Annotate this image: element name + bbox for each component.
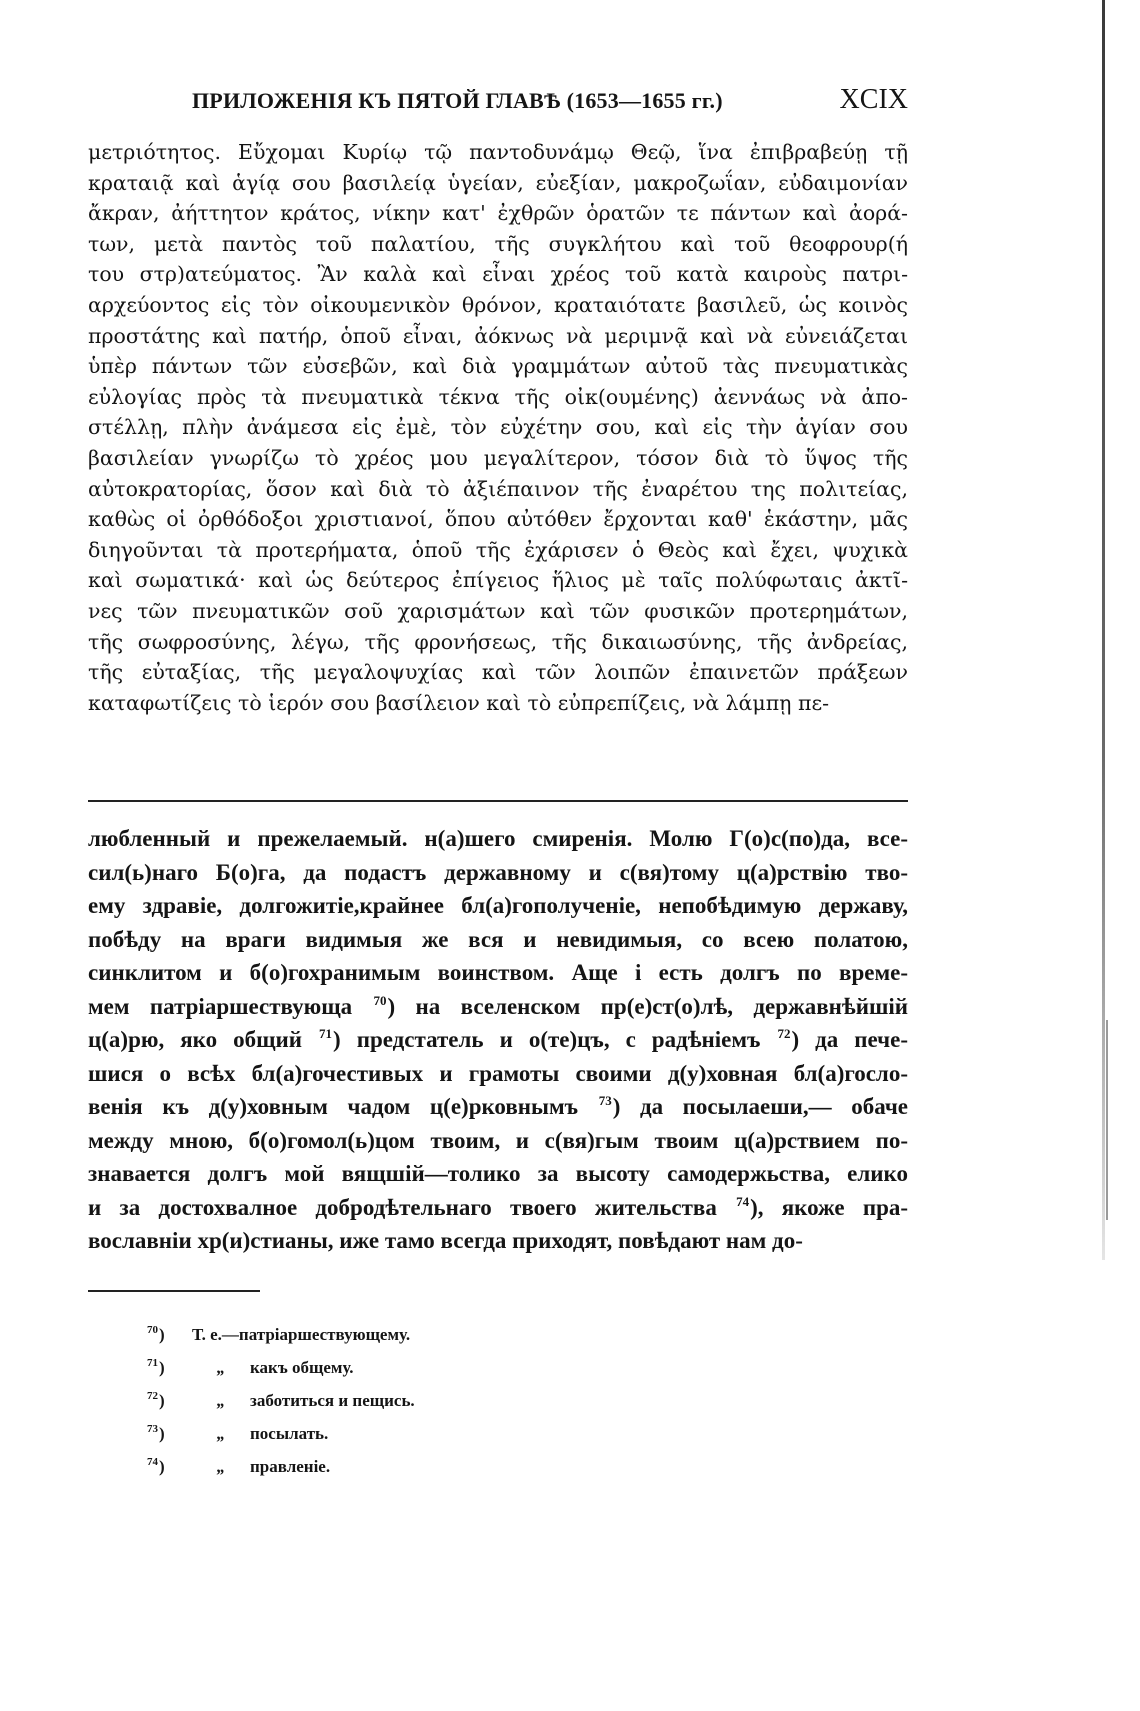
- footnote-text: Т. е.—патріаршествующему.: [192, 1325, 411, 1344]
- slavonic-line: [88, 1124, 908, 1158]
- slavonic-line: [88, 990, 908, 1024]
- greek-line: καὶ σωματικά· καὶ ὡς δεύτερος ἐπίγειος ἥλιος μὲ ταῖς πολύφωταις ἀκτῖ-: [88, 568, 908, 593]
- greek-line: στέλλῃ, πλὴν ἀνάμεσα εἰς ἐμὲ, τὸν εὐχέτην σου, καὶ εἰς τὴν ἁγίαν σου: [88, 415, 908, 440]
- footnotes: [146, 1318, 666, 1483]
- footnote-ref: 72: [777, 1026, 791, 1041]
- slavonic-line-text: любленный и прежелаемый. н(а)шего смиренія. Молю Г(о)с(по)да, все-: [88, 826, 908, 851]
- slavonic-line-text: мем патріаршествующа: [88, 993, 353, 1019]
- greek-line: καταφωτίζεις τὸ ἱερόν σου βασίλειον καὶ τὸ εὐπρεπίζεις, νὰ λάμπῃ πε-: [88, 690, 830, 715]
- footnote-ref: 70: [373, 992, 387, 1008]
- greek-line: νες τῶν πνευματικῶν σοῦ χαρισμάτων καὶ τῶν φυσικῶν προτερημάτων,: [88, 598, 908, 623]
- page-number: XCIX: [839, 84, 908, 115]
- footnote: [146, 1384, 666, 1417]
- page-header: [88, 82, 908, 124]
- ditto-mark: „: [216, 1358, 226, 1377]
- footnote-number: $^{74}$): [147, 1456, 165, 1476]
- slavonic-line-text: ц(а)рю, яко общий: [88, 1027, 303, 1052]
- greek-line: καθὼς οἱ ὀρθόδοξοι χριστιανοί, ὅπου αὐτόθεν ἔρχονται καθ' ἑκάστην, μᾶς: [88, 507, 908, 532]
- greek-line: τῆς σωφροσύνης, λέγω, τῆς φρονήσεως, τῆς δικαιωσύνης, τῆς ἀνδρείας,: [88, 629, 908, 654]
- greek-line: τῆς εὐταξίας, τῆς μεγαλοψυχίας καὶ τῶν λοιπῶν ἐπαινετῶν πράξεων: [88, 660, 908, 685]
- greek-line: εὐλογίας πρὸς τὰ πνευματικὰ τέκνα τῆς οἰκ(ουμένης) ἀεννάως νὰ ἀπο-: [88, 384, 908, 409]
- greek-text-block: [88, 137, 908, 718]
- slavonic-line: [88, 1057, 908, 1091]
- slavonic-line-text: ), якоже пра-: [750, 1194, 909, 1220]
- slavonic-line: [88, 822, 908, 856]
- greek-line: αὐτοκρατορίας, ὅσον καὶ διὰ τὸ ἀξιέπαινον τῆς ἐναρέτου της πολιτείας,: [88, 476, 908, 501]
- footnote: [146, 1318, 666, 1351]
- slavonic-line-text: шися о всѣх бл(а)гочестивых и грамоты своими д(у)ховная бл(а)госло-: [88, 1060, 908, 1086]
- footnote: [146, 1417, 666, 1450]
- footnote: [146, 1351, 666, 1384]
- slavonic-line-text: между мною, б(о)гомол(ь)цом твоим, и с(вя)гым твоим ц(а)рствием по-: [88, 1127, 908, 1153]
- section-divider: [88, 800, 908, 802]
- slavonic-line-text: ) на вселенском пр(е)ст(о)лѣ, державнѣйшій: [387, 993, 908, 1019]
- slavonic-line: [88, 1090, 908, 1124]
- slavonic-line-text: вославніи хр(и)стианы, иже тамо всегда приходят, повѣдают нам до-: [88, 1228, 803, 1253]
- footnote-text: заботиться и пещись.: [250, 1391, 415, 1410]
- scan-page-edge-faint: [1106, 1020, 1108, 1220]
- slavonic-line: [88, 1224, 908, 1258]
- footnote-text: посылать.: [250, 1424, 329, 1443]
- greek-line: των, μετὰ παντὸς τοῦ παλατίου, τῆς συγκλήτου καὶ τοῦ θεοφρουρ(ή: [88, 231, 908, 256]
- slavonic-line: [88, 956, 908, 990]
- ditto-mark: „: [216, 1457, 226, 1476]
- footnote-ref: 71: [319, 1026, 333, 1041]
- footnote-text: правленіе.: [250, 1457, 331, 1476]
- greek-line: ἄκραν, ἀήττητον κράτος, νίκην κατ' ἐχθρῶν ὁρατῶν τε πάντων καὶ ἀορά-: [88, 201, 908, 226]
- greek-line: κραταιᾷ καὶ ἁγίᾳ σου βασιλείᾳ ὑγείαν, εὐεξίαν, μακροζωΐαν, εὐδαιμονίαν: [88, 170, 908, 195]
- slavonic-line: [88, 1023, 908, 1057]
- slavonic-line: [88, 1157, 908, 1191]
- slavonic-line-text: ему здравіе, долгожитіе,крайнее бл(а)гополученіе, непобѣдимую державу,: [88, 893, 908, 918]
- footnote-divider: [88, 1290, 260, 1292]
- slavonic-line-text: ) да пече-: [791, 1027, 909, 1052]
- slavonic-text-block: [88, 822, 908, 1258]
- slavonic-line-text: сил(ь)наго Б(о)га, да подастъ державному и с(вя)тому ц(а)рствію тво-: [88, 859, 908, 885]
- footnote-text: какъ общему.: [250, 1358, 354, 1377]
- slavonic-line: [88, 889, 908, 923]
- slavonic-line: [88, 1191, 908, 1225]
- greek-line: προστάτης καὶ πατήρ, ὁποῦ εἶναι, ἀόκνως νὰ μεριμνᾷ καὶ νὰ εὐνειάζεται: [88, 323, 908, 348]
- footnote: [146, 1450, 666, 1483]
- ditto-mark: „: [216, 1424, 226, 1443]
- footnote-number: $^{70}$): [147, 1324, 165, 1344]
- slavonic-line: [88, 856, 908, 890]
- slavonic-line-text: синклитом и б(о)гохранимым воинством. Аще і есть долгъ по времe-: [88, 960, 908, 985]
- footnote-ref: 74: [736, 1193, 750, 1209]
- greek-line: του στρ)ατεύματος. Ἂν καλὰ καὶ εἶναι χρέος τοῦ κατὰ καιροὺς πατρι-: [88, 262, 908, 287]
- greek-line: αρχεύοντος εἰς τὸν οἰκουμενικὸν θρόνον, κραταιότατε βασιλεῦ, ὡς κοινὸς: [88, 292, 908, 317]
- slavonic-line-text: побѣду на враги видимыя же вся и невидимыя, со всею полатою,: [88, 926, 908, 952]
- slavonic-line-text: знавается долгъ мой вящшій—толико за высоту самодержьства, елико: [88, 1161, 908, 1186]
- scan-page-edge: [1102, 0, 1105, 1260]
- slavonic-line-text: ) предстатель и о(те)цъ, с радѣніемъ: [333, 1027, 761, 1052]
- footnote-number: $^{71}$): [147, 1357, 165, 1377]
- slavonic-line-text: и за достохвалное добродѣтельнаго твоего жительства: [88, 1194, 717, 1220]
- slavonic-line-text: ) да посылаеши,— обаче: [612, 1094, 908, 1119]
- slavonic-line-text: венія къ д(у)ховным чадом ц(е)рковнымъ: [88, 1094, 579, 1119]
- footnote-number: $^{72}$): [147, 1390, 165, 1410]
- greek-line: βασιλείαν γνωρίζω τὸ χρέος μου μεγαλίτερον, τόσον διὰ τὸ ὕψος τῆς: [88, 445, 908, 470]
- footnote-number: $^{73}$): [147, 1423, 165, 1443]
- ditto-mark: „: [216, 1391, 226, 1410]
- greek-line: ὑπὲρ πάντων τῶν εὐσεβῶν, καὶ διὰ γραμμάτων αὐτοῦ τὰς πνευματικὰς: [88, 354, 908, 379]
- greek-line: διηγοῦνται τὰ προτερήματα, ὁποῦ τῆς ἐχάρισεν ὁ Θεὸς καὶ ἔχει, ψυχικὰ: [88, 537, 908, 562]
- footnote-ref: 73: [598, 1093, 612, 1108]
- slavonic-line: [88, 923, 908, 957]
- greek-line: μετριότητος. Εὔχομαι Κυρίῳ τῷ παντοδυνάμῳ Θεῷ, ἵνα ἐπιβραβεύῃ τῇ: [88, 140, 908, 164]
- running-head: ПРИЛОЖЕНІЯ КЪ ПЯТОЙ ГЛАВѢ (1653—1655 гг.): [192, 88, 723, 113]
